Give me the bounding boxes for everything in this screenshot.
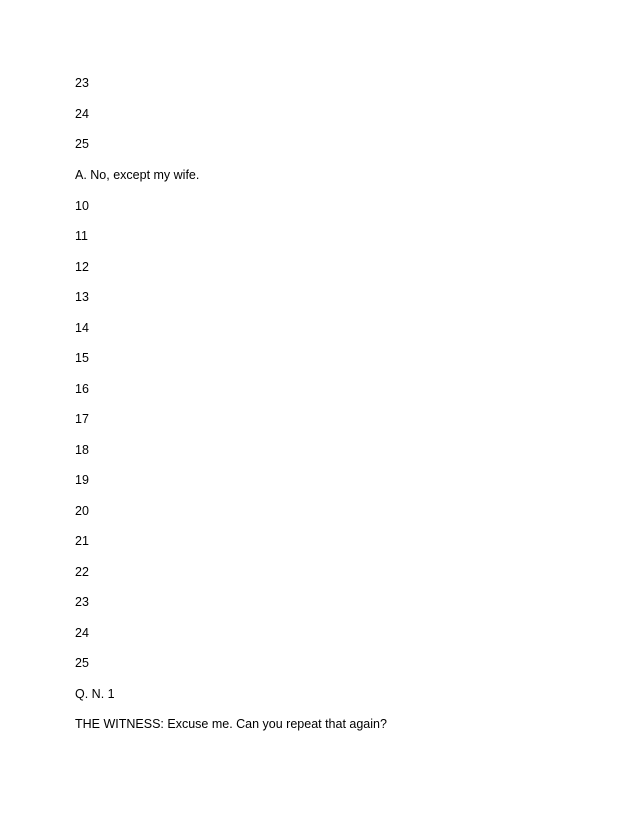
transcript-line: 17: [75, 412, 89, 426]
transcript-line: Q. N. 1: [75, 687, 115, 701]
transcript-line: 14: [75, 321, 89, 335]
transcript-line: 11: [75, 229, 88, 243]
transcript-line: 10: [75, 199, 89, 213]
transcript-line: A. No, except my wife.: [75, 168, 200, 182]
transcript-line: 19: [75, 473, 89, 487]
transcript-line: 13: [75, 290, 89, 304]
transcript-line: 24: [75, 107, 89, 121]
transcript-line: 16: [75, 382, 89, 396]
transcript-line: 22: [75, 565, 89, 579]
transcript-line: 25: [75, 137, 89, 151]
transcript-line: 23: [75, 595, 89, 609]
transcript-line: 18: [75, 443, 89, 457]
transcript-line: 15: [75, 351, 89, 365]
transcript-line: 21: [75, 534, 89, 548]
transcript-line: 20: [75, 504, 89, 518]
transcript-line: 25: [75, 656, 89, 670]
transcript-line: THE WITNESS: Excuse me. Can you repeat that again?: [75, 717, 387, 731]
transcript-line: 24: [75, 626, 89, 640]
transcript-line: 23: [75, 76, 89, 90]
transcript-line: 12: [75, 260, 89, 274]
